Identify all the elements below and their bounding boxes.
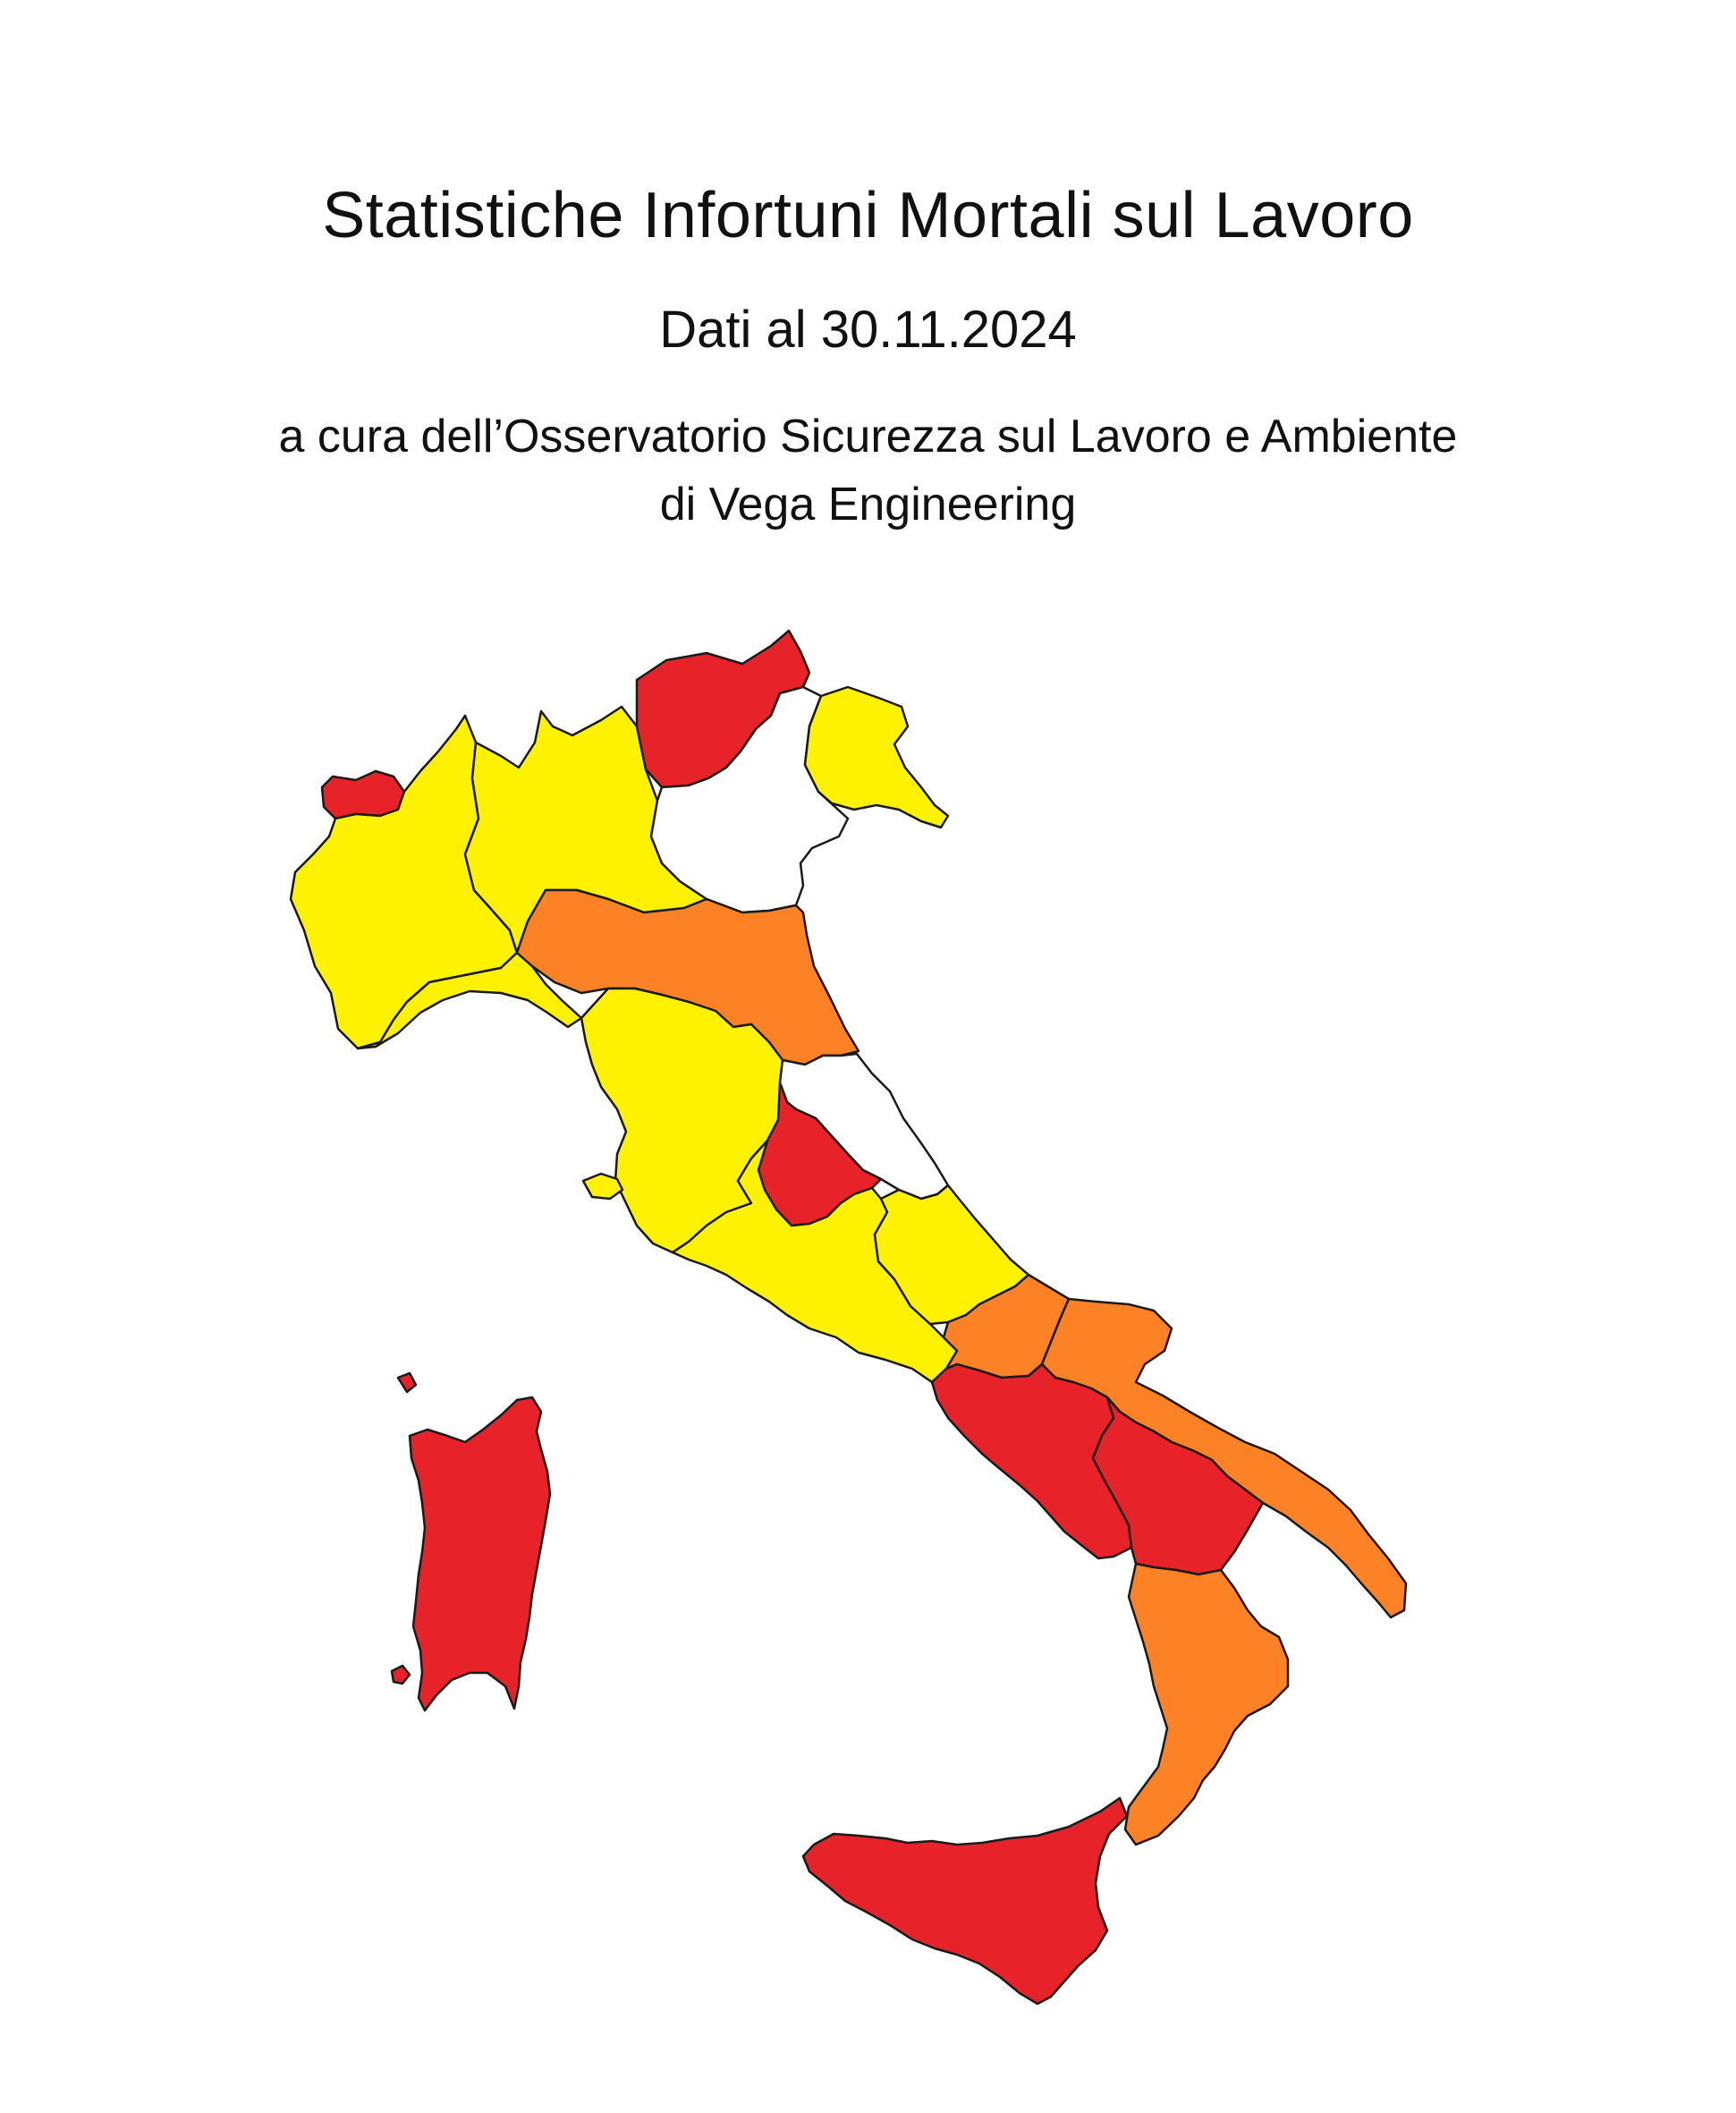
region-sardegna [410, 1397, 550, 1710]
region-calabria [1125, 1564, 1288, 1845]
credit-line-1: a cura dell’Osservatorio Sicurezza sul Lavoro e Ambiente [278, 411, 1458, 462]
credit-line-2: di Vega Engineering [659, 479, 1077, 530]
region-sardegna-islet [398, 1373, 416, 1392]
date-subtitle: Dati al 30.11.2024 [659, 301, 1077, 359]
page-title: Statistiche Infortuni Mortali sul Lavoro [322, 180, 1414, 251]
region-sicilia [803, 1798, 1127, 2004]
region-sardegna-islet [392, 1666, 410, 1684]
